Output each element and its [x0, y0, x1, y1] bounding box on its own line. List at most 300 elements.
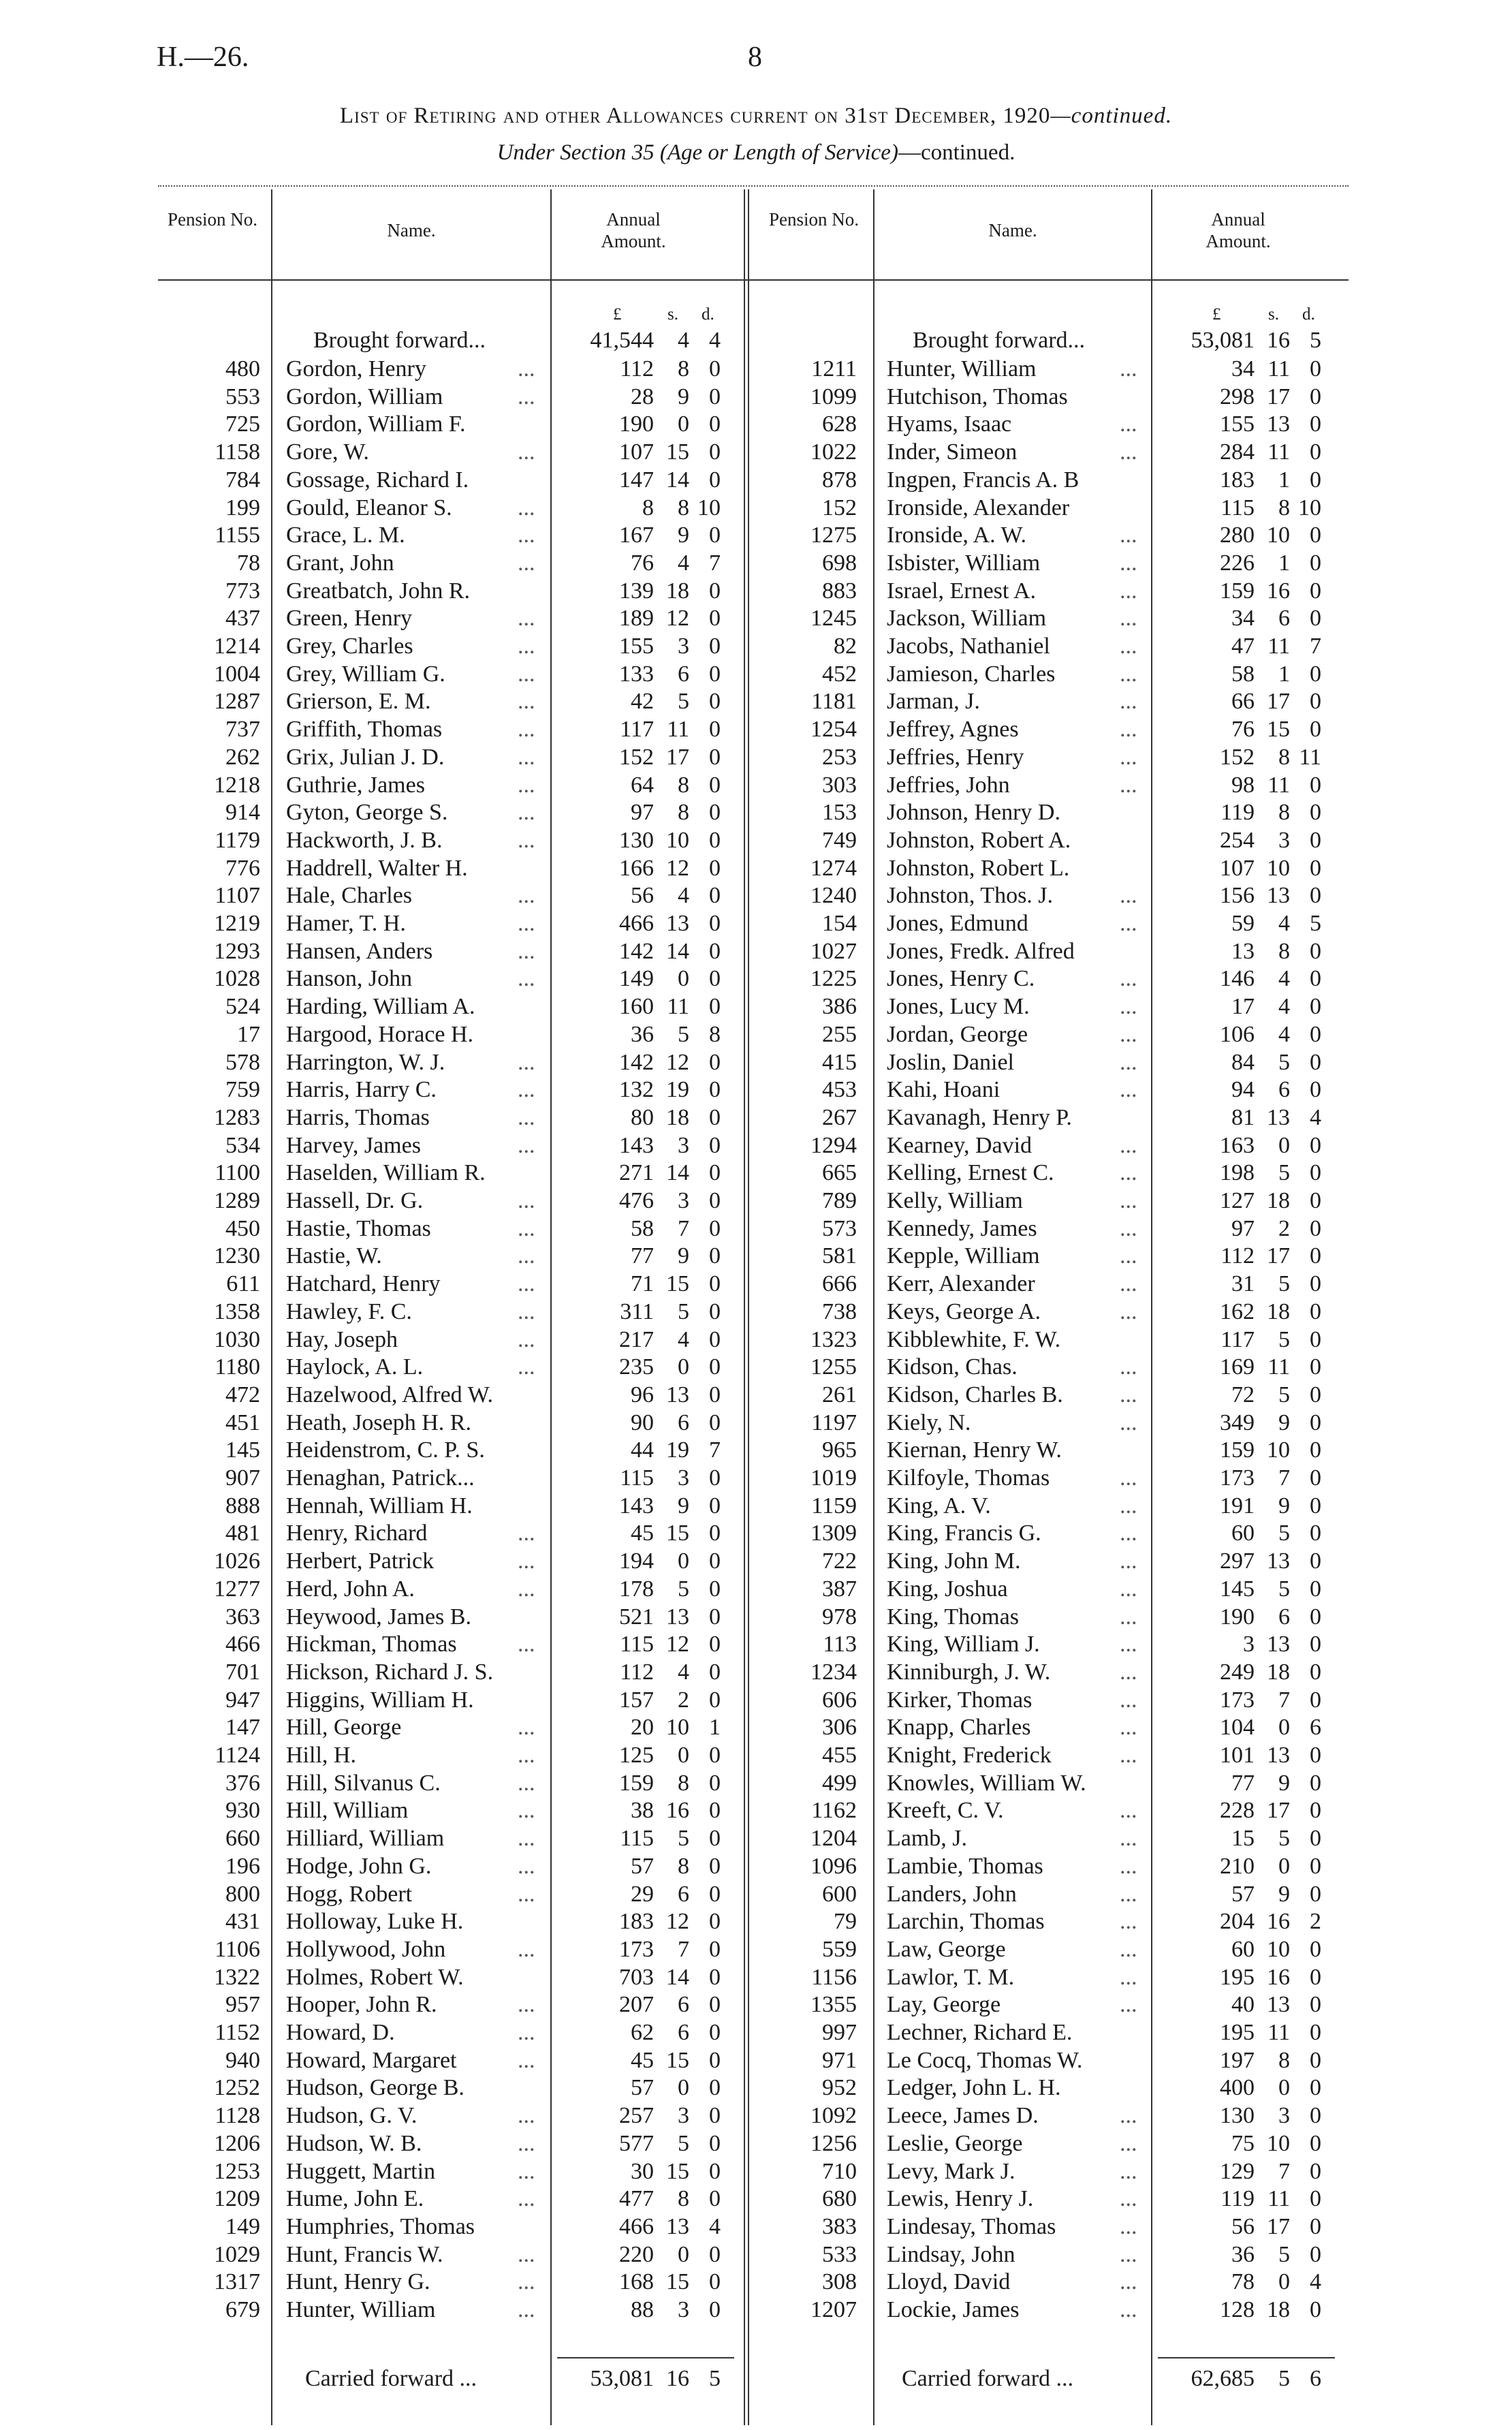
- amount-pounds: 226: [1220, 550, 1255, 576]
- name-leader-dots: ...: [1120, 356, 1137, 381]
- amount-shillings: 13: [1267, 883, 1290, 909]
- table-row: [0, 1797, 1512, 1825]
- carried-forward-pence: 5: [709, 2366, 721, 2391]
- amount-shillings: 15: [666, 1271, 689, 1297]
- amount-header: Annual Amount.: [1206, 209, 1271, 251]
- amount-pence: 0: [1310, 1853, 1321, 1879]
- amount-pounds: 163: [1220, 1132, 1255, 1158]
- table-row: [0, 1298, 1512, 1326]
- amount-shillings: 13: [666, 2213, 689, 2239]
- amount-pence: 0: [709, 800, 721, 826]
- amount-shillings: 3: [678, 1188, 689, 1213]
- name-leader-dots: ...: [518, 1798, 535, 1824]
- amount-pence: 0: [1310, 2297, 1321, 2322]
- pension-number: 149: [225, 2213, 260, 2239]
- pension-number: 1209: [214, 2186, 260, 2212]
- amount-shillings: 6: [1278, 1077, 1290, 1103]
- pension-number: 978: [822, 1604, 857, 1630]
- pension-number: 701: [225, 1659, 260, 1685]
- table-row: [0, 2047, 1512, 2075]
- table-row: [0, 1881, 1512, 1909]
- amount-pounds: 58: [631, 1215, 654, 1241]
- name-leader-dots: ...: [1120, 1493, 1137, 1518]
- amount-shillings: 17: [1267, 2213, 1290, 2239]
- amount-pence: 0: [709, 1465, 721, 1491]
- pensioner-name: Henry, Richard: [286, 1521, 428, 1546]
- page-title: [0, 104, 1512, 129]
- table-row: [0, 411, 1512, 439]
- pension-number: 776: [225, 855, 260, 881]
- amount-pounds: 143: [619, 1132, 654, 1158]
- pensioner-name: Hollywood, John: [286, 1936, 446, 1962]
- pension-number: 1275: [810, 523, 857, 548]
- table-row: [0, 882, 1512, 910]
- amount-shillings: 0: [1278, 1132, 1290, 1158]
- pensioner-name: King, Thomas: [887, 1604, 1019, 1630]
- table-row: [0, 633, 1512, 661]
- amount-pounds: 90: [631, 1409, 654, 1435]
- pensioner-name: Kiely, N.: [887, 1409, 971, 1435]
- pensioner-name: Kerr, Alexander: [887, 1271, 1035, 1297]
- pensioner-name: Green, Henry: [286, 606, 413, 632]
- pension-number: 1180: [215, 1354, 260, 1380]
- amount-pence: 0: [709, 2047, 721, 2073]
- amount-pence: 0: [709, 1521, 721, 1546]
- pensioner-name: King, John M.: [887, 1548, 1021, 1574]
- name-leader-dots: ...: [1120, 2186, 1137, 2212]
- amount-pence: 11: [1299, 744, 1321, 770]
- name-leader-dots: ...: [1120, 1798, 1137, 1824]
- pension-number: 1234: [810, 1659, 857, 1685]
- pension-number: 1253: [214, 2158, 260, 2184]
- amount-shillings: 3: [678, 2103, 689, 2129]
- name-leader-dots: ...: [518, 1576, 535, 1602]
- amount-pounds: 34: [1231, 356, 1255, 381]
- amount-pounds: 157: [619, 1687, 654, 1713]
- amount-shillings: 17: [1267, 1798, 1290, 1824]
- amount-pence: 6: [1310, 1715, 1321, 1741]
- amount-shillings: 13: [1267, 1104, 1290, 1130]
- pension-number: 78: [237, 550, 260, 576]
- amount-shillings: 17: [1267, 384, 1290, 409]
- pension-number: 450: [225, 1215, 260, 1241]
- pensioner-name: Jordan, George: [887, 1021, 1028, 1047]
- name-leader-dots: ...: [1120, 1409, 1137, 1435]
- amount-shillings: 17: [1267, 1243, 1290, 1269]
- pension-number: 1156: [811, 1964, 857, 1990]
- name-leader-dots: ...: [1120, 1382, 1137, 1407]
- amount-shillings: 0: [1278, 1715, 1290, 1741]
- name-leader-dots: ...: [1120, 1992, 1137, 2018]
- amount-pounds: 349: [1220, 1409, 1255, 1435]
- amount-shillings: 3: [678, 1465, 689, 1491]
- table-row: [0, 1576, 1512, 1604]
- amount-shillings: 5: [1278, 1049, 1290, 1075]
- pension-number: 1107: [215, 883, 260, 909]
- amount-pounds: 88: [631, 2297, 654, 2322]
- amount-pence: 0: [1310, 2241, 1321, 2267]
- amount-pounds: 107: [1220, 855, 1255, 881]
- pensioner-name: Hill, Silvanus C.: [286, 1770, 441, 1796]
- pension-number: 1027: [810, 938, 857, 964]
- pension-number: 600: [822, 1881, 857, 1907]
- amount-pence: 0: [709, 1104, 721, 1130]
- amount-shillings: 11: [1267, 356, 1290, 381]
- name-leader-dots: ...: [1120, 1909, 1137, 1935]
- pence-unit: d.: [702, 305, 714, 324]
- pension-number: 199: [225, 495, 260, 520]
- amount-pounds: 96: [631, 1382, 654, 1407]
- pension-number: 113: [823, 1632, 857, 1657]
- amount-pounds: 97: [631, 800, 654, 826]
- amount-shillings: 8: [1278, 938, 1290, 964]
- pensioner-name: Knowles, William W.: [887, 1770, 1086, 1796]
- amount-pounds: 132: [619, 1077, 654, 1103]
- amount-pounds: 3: [1243, 1632, 1255, 1657]
- pensioner-name: Howard, Margaret: [286, 2047, 457, 2073]
- amount-pence: 0: [709, 634, 721, 659]
- table-row: [0, 1104, 1512, 1132]
- amount-pounds: 38: [631, 1798, 654, 1824]
- amount-shillings: 6: [678, 661, 689, 687]
- pensioner-name: Johnston, Thos. J.: [887, 883, 1054, 909]
- name-leader-dots: ...: [1120, 1881, 1137, 1907]
- table-row: [0, 1354, 1512, 1382]
- amount-pounds: 195: [1220, 2020, 1255, 2045]
- name-leader-dots: ...: [518, 1548, 535, 1574]
- pension-number: 914: [225, 800, 260, 826]
- pension-number: 1309: [810, 1521, 857, 1546]
- pension-number: 455: [822, 1743, 857, 1768]
- pension-number: 1211: [811, 356, 857, 381]
- pension-number: 363: [225, 1604, 260, 1630]
- amount-pounds: 152: [1220, 744, 1255, 770]
- pension-number: 533: [822, 2241, 857, 2267]
- pensioner-name: Gossage, Richard I.: [286, 467, 469, 493]
- pension-number: 1240: [810, 883, 857, 909]
- pension-number: 79: [834, 1909, 857, 1935]
- brought-forward-right: [0, 327, 1512, 354]
- name-leader-dots: ...: [1120, 1521, 1137, 1546]
- amount-pence: 0: [709, 2103, 721, 2129]
- amount-pence: 0: [709, 1548, 721, 1574]
- amount-shillings: 13: [1267, 411, 1290, 437]
- amount-shillings: 13: [1267, 1548, 1290, 1574]
- amount-shillings: 9: [678, 523, 689, 548]
- amount-shillings: 18: [1267, 1188, 1290, 1213]
- amount-pounds: 466: [619, 2213, 654, 2239]
- pensioner-name: Hanson, John: [286, 966, 413, 992]
- amount-shillings: 10: [666, 827, 689, 853]
- amount-pence: 0: [1310, 1215, 1321, 1241]
- amount-shillings: 6: [1278, 606, 1290, 632]
- pensioner-name: Jones, Edmund: [887, 911, 1028, 936]
- amount-pounds: 145: [1220, 1576, 1255, 1602]
- amount-pounds: 194: [619, 1548, 654, 1574]
- amount-shillings: 5: [678, 2130, 689, 2156]
- pension-number: 759: [225, 1077, 260, 1103]
- pension-number: 666: [822, 1271, 857, 1297]
- amount-shillings: 13: [666, 1604, 689, 1630]
- pension-number: 1287: [214, 689, 260, 715]
- amount-pounds: 57: [631, 2075, 654, 2101]
- amount-shillings: 0: [1278, 1853, 1290, 1879]
- amount-pounds: 298: [1220, 384, 1255, 409]
- table-row: [0, 1215, 1512, 1243]
- pensioner-name: Holmes, Robert W.: [286, 1964, 464, 1990]
- amount-pence: 0: [1310, 1770, 1321, 1796]
- pensioner-name: Lewis, Henry J.: [887, 2186, 1034, 2212]
- amount-shillings: 10: [666, 1715, 689, 1741]
- amount-pounds: 59: [1231, 911, 1255, 936]
- amount-pence: 0: [709, 2158, 721, 2184]
- name-leader-dots: ...: [1120, 689, 1137, 715]
- pensioner-name: Jacobs, Nathaniel: [887, 634, 1050, 659]
- pension-number: 534: [225, 1132, 260, 1158]
- pensioner-name: Hume, John E.: [286, 2186, 424, 2212]
- pensioner-name: Kilfoyle, Thomas: [887, 1465, 1050, 1491]
- pension-number: 1206: [214, 2130, 260, 2156]
- pensioner-name: Jamieson, Charles: [887, 661, 1056, 687]
- amount-pence: 0: [709, 1826, 721, 1852]
- pence-unit: d.: [1302, 305, 1315, 324]
- name-leader-dots: ...: [1120, 1853, 1137, 1879]
- amount-pence: 4: [709, 2213, 721, 2239]
- pensioner-name: Ironside, Alexander: [887, 495, 1070, 520]
- amount-shillings: 2: [678, 1687, 689, 1713]
- amount-pounds: 297: [1220, 1548, 1255, 1574]
- amount-pence: 0: [1310, 606, 1321, 632]
- name-leader-dots: ...: [518, 2020, 535, 2045]
- amount-shillings: 11: [1267, 1354, 1290, 1380]
- amount-pounds: 80: [631, 1104, 654, 1130]
- amount-pounds: 81: [1231, 1104, 1255, 1130]
- name-leader-dots: ...: [518, 1326, 535, 1352]
- pensioner-name: Hunter, William: [286, 2297, 436, 2322]
- amount-pence: 0: [1310, 2047, 1321, 2073]
- pensioner-name: Heidenstrom, C. P. S.: [286, 1437, 485, 1463]
- name-leader-dots: ...: [518, 2269, 535, 2295]
- amount-shillings: 3: [678, 1132, 689, 1158]
- amount-pence: 0: [709, 744, 721, 770]
- amount-pounds: 44: [631, 1437, 654, 1463]
- pensioner-name: Higgins, William H.: [286, 1687, 474, 1713]
- pensioner-name: Hudson, George B.: [286, 2075, 464, 2101]
- amount-pounds: 235: [619, 1354, 654, 1380]
- amount-pence: 0: [709, 911, 721, 936]
- amount-shillings: 6: [678, 1409, 689, 1435]
- pension-number: 578: [225, 1049, 260, 1075]
- pensioner-name: Grey, William G.: [286, 661, 445, 687]
- name-leader-dots: ...: [1120, 2297, 1137, 2322]
- amount-pounds: 15: [1231, 1826, 1255, 1852]
- amount-pounds: 198: [1220, 1160, 1255, 1186]
- pensioner-name: Grix, Julian J. D.: [286, 744, 445, 770]
- pension-number: 883: [822, 578, 857, 604]
- pension-number: 145: [225, 1437, 260, 1463]
- amount-shillings: 15: [666, 439, 689, 465]
- amount-pounds: 168: [619, 2269, 654, 2295]
- table-row: [0, 799, 1512, 827]
- amount-pence: 0: [1310, 2075, 1321, 2101]
- amount-pounds: 217: [619, 1326, 654, 1352]
- amount-shillings: 11: [1267, 772, 1290, 798]
- pension-number: 452: [822, 661, 857, 687]
- pension-number: 611: [226, 1271, 260, 1297]
- brought-forward-pounds: 41,544: [590, 328, 654, 353]
- pensioner-name: Hassell, Dr. G.: [286, 1188, 424, 1213]
- pensioner-name: Hill, William: [286, 1798, 409, 1824]
- name-leader-dots: ...: [518, 1632, 535, 1657]
- amount-shillings: 4: [1278, 1021, 1290, 1047]
- pension-number: 261: [822, 1382, 857, 1407]
- amount-pence: 0: [1310, 1409, 1321, 1435]
- pension-number: 1028: [214, 966, 260, 992]
- pensioner-name: Le Cocq, Thomas W.: [887, 2047, 1083, 2073]
- amount-pence: 0: [709, 411, 721, 437]
- amount-shillings: 1: [1278, 550, 1290, 576]
- amount-shillings: 3: [1278, 2103, 1290, 2129]
- pension-number: 1255: [810, 1354, 857, 1380]
- amount-pence: 0: [709, 2130, 721, 2156]
- pensioner-name: Lamb, J.: [887, 1826, 968, 1852]
- name-leader-dots: ...: [1120, 1271, 1137, 1297]
- amount-pence: 0: [1310, 994, 1321, 1020]
- pensioner-name: Guthrie, James: [286, 772, 425, 798]
- pensioner-name: Hickson, Richard J. S.: [286, 1659, 494, 1685]
- pension-number: 387: [822, 1576, 857, 1602]
- amount-pounds: 101: [1220, 1743, 1255, 1768]
- amount-pounds: 112: [1220, 1243, 1255, 1269]
- pensioner-name: Hodge, John G.: [286, 1853, 432, 1879]
- pensioner-name: Joslin, Daniel: [887, 1049, 1014, 1075]
- amount-shillings: 8: [1278, 744, 1290, 770]
- amount-pounds: 40: [1231, 1992, 1255, 2018]
- amount-shillings: 17: [666, 744, 689, 770]
- amount-shillings: 18: [666, 1104, 689, 1130]
- name-leader-dots: ...: [518, 550, 535, 576]
- pensioner-name: Greatbatch, John R.: [286, 578, 471, 604]
- pensioner-name: Hunt, Francis W.: [286, 2241, 443, 2267]
- amount-pence: 0: [1310, 689, 1321, 715]
- amount-shillings: 0: [678, 1354, 689, 1380]
- table-row: [0, 356, 1512, 384]
- amount-shillings: 5: [1278, 1382, 1290, 1407]
- table-row: [0, 1132, 1512, 1160]
- name-leader-dots: ...: [1120, 1160, 1137, 1186]
- amount-pounds: 284: [1220, 439, 1255, 465]
- pensioner-name: Hickman, Thomas: [286, 1632, 457, 1657]
- carried-forward-label: Carried forward ...: [902, 2366, 1074, 2391]
- pension-number: 1214: [214, 634, 260, 659]
- name-leader-dots: ...: [518, 2297, 535, 2322]
- amount-pence: 0: [1310, 2103, 1321, 2129]
- amount-pence: 0: [709, 1077, 721, 1103]
- amount-shillings: 12: [666, 1632, 689, 1657]
- pensioner-name: Hudson, W. B.: [286, 2130, 422, 2156]
- pensioner-name: Gyton, George S.: [286, 800, 448, 826]
- amount-shillings: 4: [678, 883, 689, 909]
- amount-pence: 0: [709, 356, 721, 381]
- amount-pence: 0: [709, 1271, 721, 1297]
- table-row: [0, 772, 1512, 800]
- table-row: [0, 439, 1512, 467]
- amount-pence: 0: [1310, 411, 1321, 437]
- pensioner-name: Lloyd, David: [887, 2269, 1011, 2295]
- pensioner-name: Inder, Simeon: [887, 439, 1018, 465]
- amount-pounds: 249: [1220, 1659, 1255, 1685]
- amount-pounds: 98: [1231, 772, 1255, 798]
- pension-number: 1207: [810, 2297, 857, 2322]
- pensioner-name: Hay, Joseph: [286, 1326, 398, 1352]
- amount-shillings: 10: [1267, 1437, 1290, 1463]
- amount-pence: 0: [1310, 1632, 1321, 1657]
- table-row: [0, 1548, 1512, 1576]
- name-leader-dots: ...: [518, 634, 535, 659]
- table-row: [0, 1326, 1512, 1354]
- pension-number: 1355: [810, 1992, 857, 2018]
- name-leader-dots: ...: [1120, 2213, 1137, 2239]
- amount-pence: 0: [709, 2297, 721, 2322]
- name-leader-dots: ...: [518, 1715, 535, 1741]
- name-leader-dots: ...: [518, 1992, 535, 2018]
- pension-number: 581: [822, 1243, 857, 1269]
- table-row: [0, 1964, 1512, 1992]
- name-leader-dots: ...: [1120, 2158, 1137, 2184]
- pension-number: 738: [822, 1298, 857, 1324]
- carried-forward-label: Carried forward ...: [305, 2366, 477, 2391]
- pension-number: 784: [225, 467, 260, 493]
- amount-pounds: 62: [631, 2020, 654, 2045]
- name-leader-dots: ...: [1120, 966, 1137, 992]
- pensioner-name: Heath, Joseph H. R.: [286, 1409, 471, 1435]
- pensioner-name: Hutchison, Thomas: [887, 384, 1068, 409]
- amount-pounds: 142: [619, 938, 654, 964]
- page-subtitle: [0, 140, 1512, 166]
- amount-pounds: 17: [1231, 994, 1255, 1020]
- amount-pence: 0: [1310, 1077, 1321, 1103]
- name-leader-dots: ...: [518, 966, 535, 992]
- name-leader-dots: ...: [1120, 717, 1137, 743]
- name-leader-dots: ...: [518, 911, 535, 936]
- name-leader-dots: ...: [1120, 1077, 1137, 1103]
- amount-pence: 0: [709, 827, 721, 853]
- amount-pence: 0: [1310, 772, 1321, 798]
- carried-forward-pounds: 62,685: [1191, 2366, 1255, 2391]
- pension-number: 1158: [215, 439, 260, 465]
- name-leader-dots: ...: [1120, 1215, 1137, 1241]
- amount-pounds: 477: [619, 2186, 654, 2212]
- pensioner-name: Hargood, Horace H.: [286, 1021, 474, 1047]
- pension-number: 153: [822, 800, 857, 826]
- pension-number: 940: [225, 2047, 260, 2073]
- pension-number: 480: [225, 356, 260, 381]
- amount-pence: 0: [1310, 2130, 1321, 2156]
- amount-pence: 0: [709, 1382, 721, 1407]
- pension-number: 698: [822, 550, 857, 576]
- pension-number: 1128: [215, 2103, 260, 2129]
- pensioner-name: Kelling, Ernest C.: [887, 1160, 1054, 1186]
- name-leader-dots: ...: [1120, 1354, 1137, 1380]
- amount-shillings: 9: [1278, 1881, 1290, 1907]
- amount-shillings: 2: [1278, 1215, 1290, 1241]
- subtitle-main: Under Section 35 (Age or Length of Service): [497, 140, 898, 165]
- pension-number: 451: [225, 1409, 260, 1435]
- amount-shillings: 5: [1278, 2241, 1290, 2267]
- pension-number: 749: [822, 827, 857, 853]
- amount-pence: 0: [709, 1659, 721, 1685]
- amount-pounds: 128: [1220, 2297, 1255, 2322]
